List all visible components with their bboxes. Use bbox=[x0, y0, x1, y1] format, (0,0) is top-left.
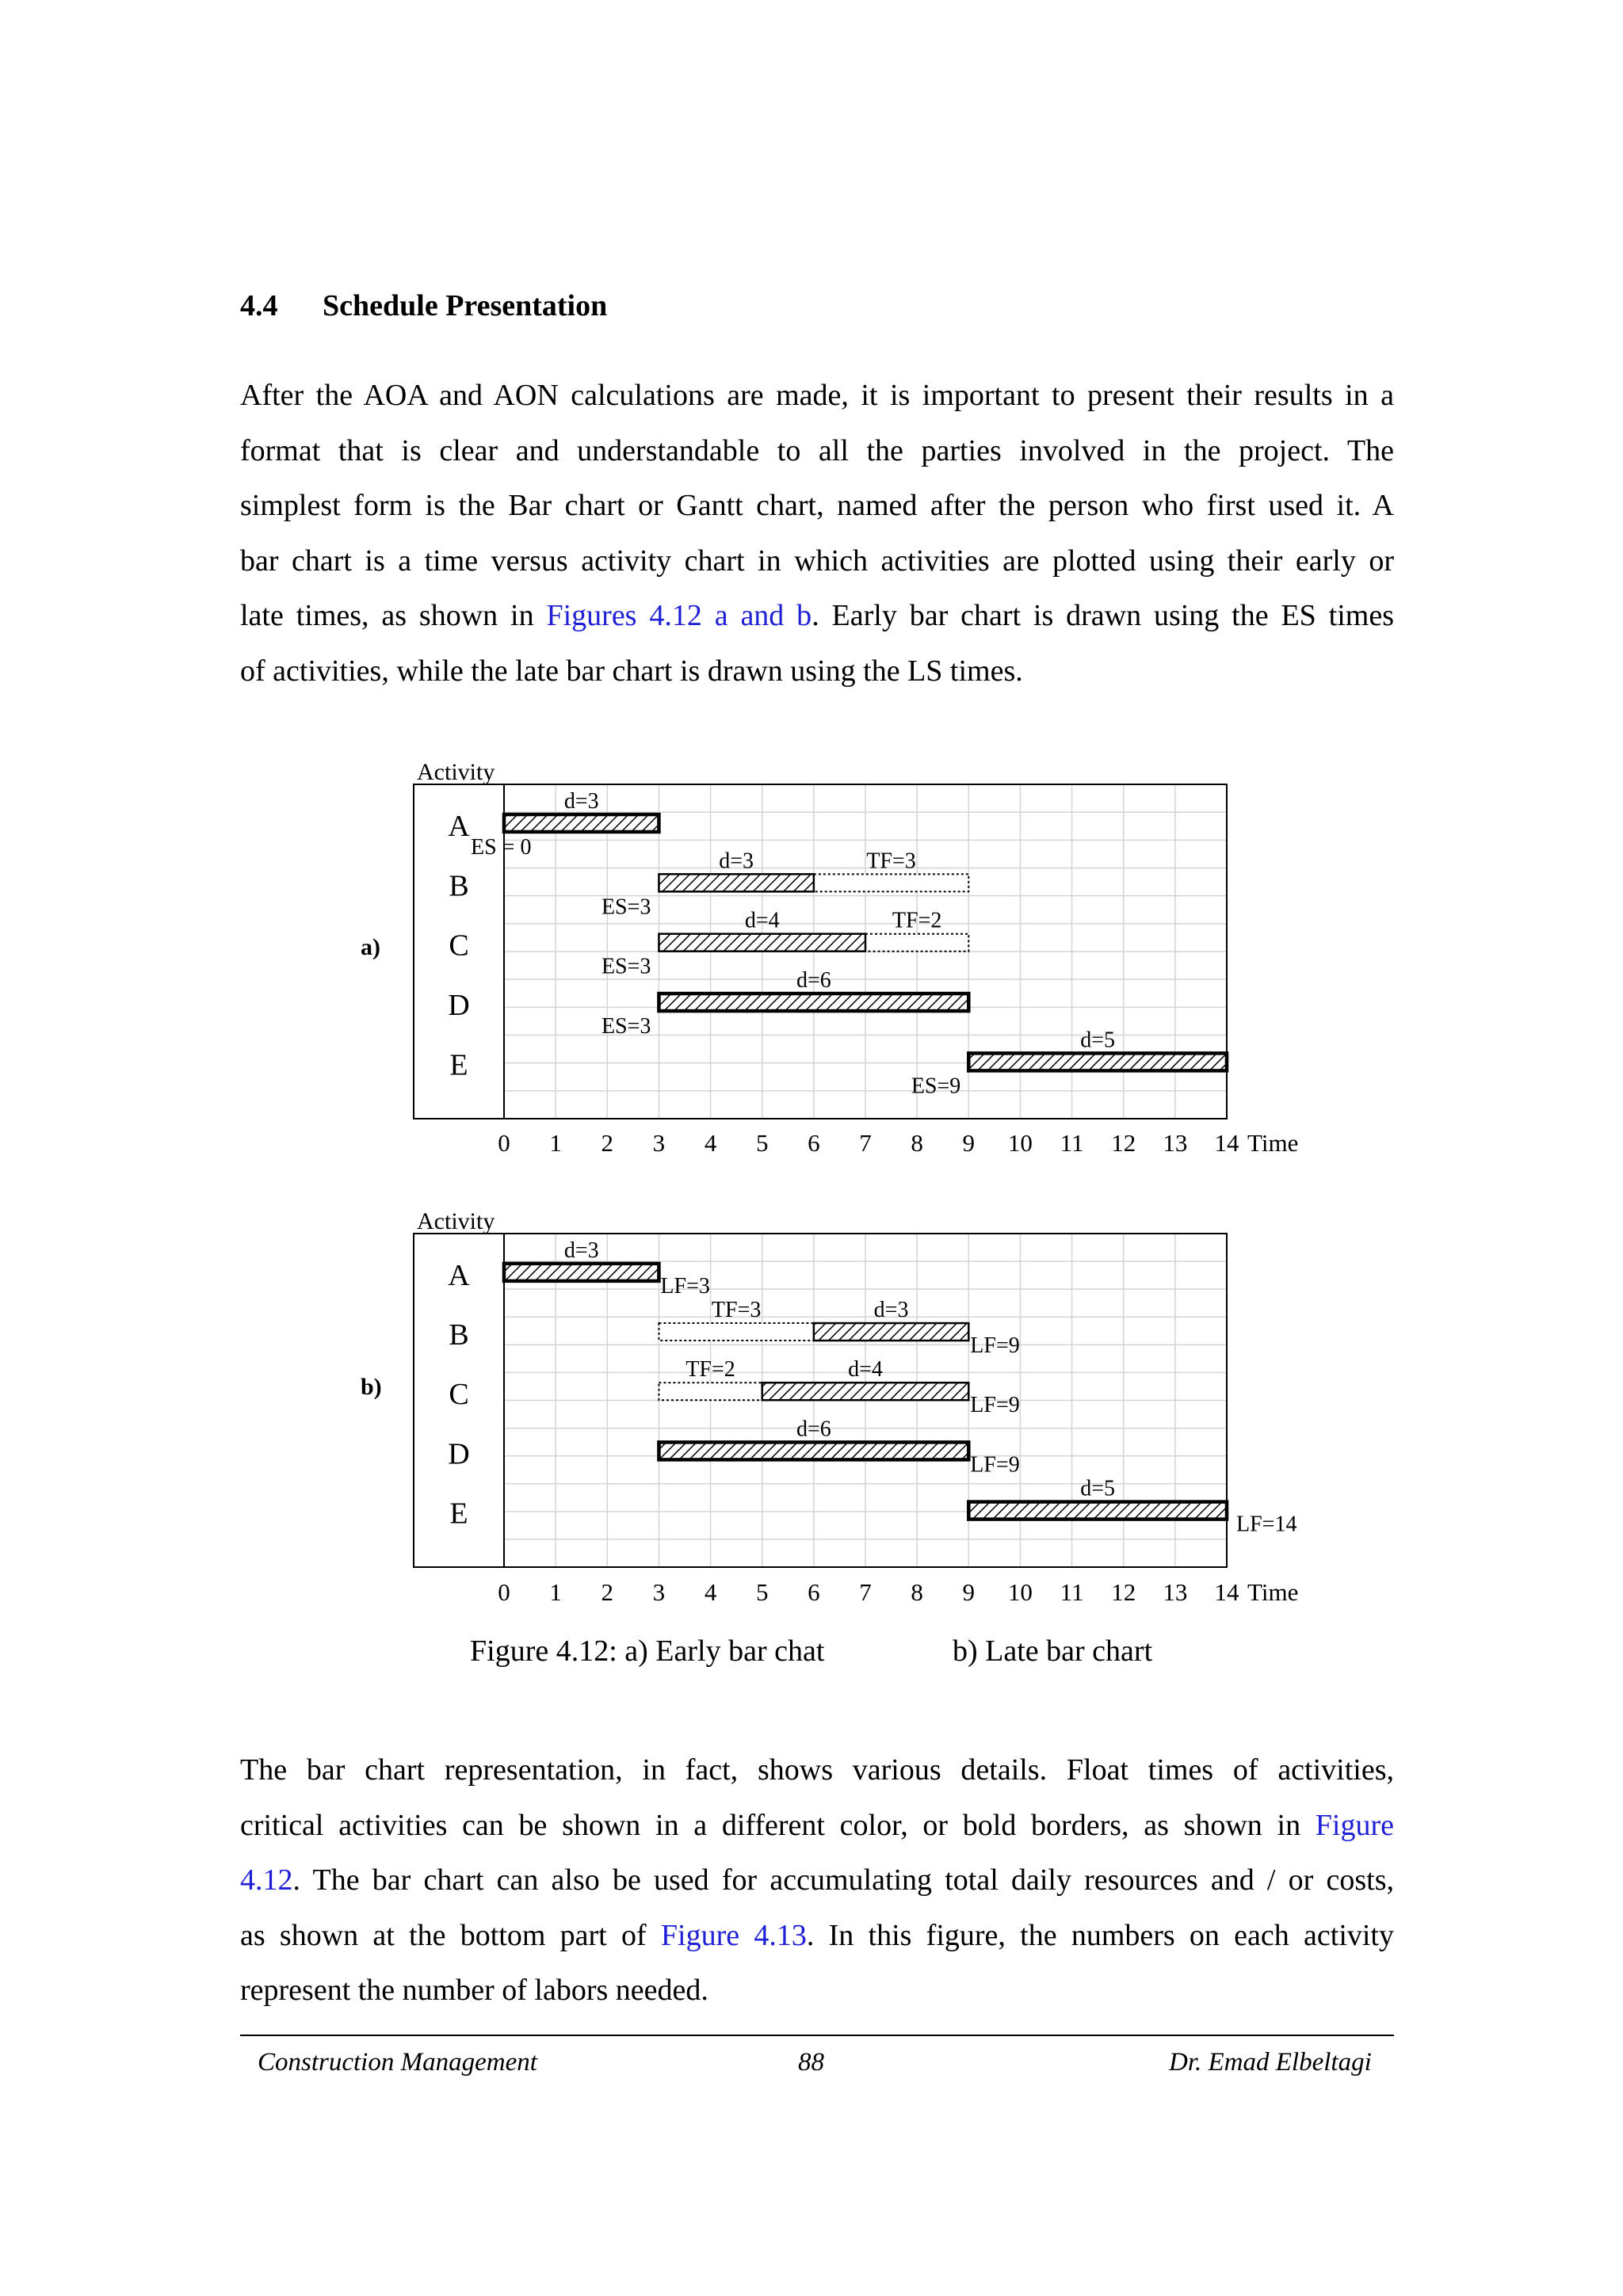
duration-label: d=3 bbox=[719, 849, 754, 874]
float-label: TF=3 bbox=[711, 1298, 762, 1323]
x-tick-label: 4 bbox=[704, 1578, 717, 1606]
x-tick-label: 9 bbox=[962, 1129, 976, 1157]
activity-bar bbox=[504, 814, 659, 832]
activity-label: C bbox=[449, 1378, 469, 1412]
x-tick-label: 13 bbox=[1163, 1129, 1188, 1157]
activity-label: C bbox=[449, 929, 469, 963]
text-run: late times, as shown in bbox=[240, 599, 547, 632]
figure-caption-a: Figure 4.12: a) Early bar chat bbox=[470, 1634, 825, 1668]
activity-label: E bbox=[449, 1497, 468, 1531]
x-tick-label: 12 bbox=[1111, 1578, 1136, 1606]
x-tick-label: 2 bbox=[601, 1578, 614, 1606]
activity-bar bbox=[659, 994, 968, 1011]
duration-label: d=5 bbox=[1080, 1476, 1116, 1501]
panel-label: b) bbox=[361, 1374, 382, 1400]
duration-label: d=6 bbox=[796, 1417, 831, 1442]
activity-bar bbox=[968, 1053, 1227, 1070]
float-label: TF=3 bbox=[866, 849, 916, 874]
para1-line: After the AOA and AON calculations are made, it is important to present their results in a bbox=[240, 379, 1394, 412]
activity-label: A bbox=[448, 1258, 470, 1292]
duration-label: d=5 bbox=[1080, 1028, 1116, 1053]
text-run: . Early bar chart is drawn using the ES times bbox=[812, 599, 1395, 632]
footer-author: Dr. Emad Elbeltagi bbox=[1169, 2048, 1372, 2077]
para1-line: format that is clear and understandable to all the parties involved in the project. The bbox=[240, 433, 1394, 467]
x-tick-label: 6 bbox=[808, 1129, 820, 1157]
activity-label: A bbox=[448, 809, 470, 843]
x-tick-label: 4 bbox=[704, 1129, 717, 1157]
para2-line: represent the number of labors needed. bbox=[240, 1974, 708, 2007]
activity-label: B bbox=[449, 869, 469, 903]
late-finish-label: LF=9 bbox=[970, 1452, 1020, 1478]
duration-label: d=3 bbox=[563, 1238, 599, 1263]
para1-line: simplest form is the Bar chart or Gantt chart, named after the person who first used it. A bbox=[240, 489, 1394, 522]
x-tick-label: 12 bbox=[1111, 1129, 1136, 1157]
x-tick-label: 11 bbox=[1060, 1129, 1084, 1157]
late-finish-label: LF=9 bbox=[970, 1333, 1020, 1359]
duration-label: d=4 bbox=[848, 1357, 883, 1383]
x-tick-label: 0 bbox=[498, 1129, 510, 1157]
duration-label: d=3 bbox=[563, 788, 599, 814]
x-tick-label: 1 bbox=[549, 1129, 562, 1157]
y-axis-label: Activity bbox=[417, 1208, 495, 1234]
x-tick-label: 14 bbox=[1214, 1129, 1239, 1157]
activity-bar bbox=[659, 934, 865, 952]
early-start-label: ES=3 bbox=[601, 954, 651, 979]
text-run: . In this figure, the numbers on each activity bbox=[806, 1918, 1394, 1952]
panel-label: a) bbox=[361, 934, 380, 960]
figure-caption-b: b) Late bar chart bbox=[953, 1634, 1153, 1668]
activity-bar bbox=[762, 1383, 969, 1400]
x-tick-label: 5 bbox=[755, 1129, 769, 1157]
activity-bar bbox=[504, 1264, 659, 1281]
early-start-label: ES=3 bbox=[601, 894, 651, 920]
activity-label: E bbox=[449, 1048, 468, 1082]
para2-line bbox=[240, 1909, 1394, 1964]
figure-link[interactable]: Figures 4.12 a and b bbox=[546, 599, 812, 632]
float-box bbox=[814, 874, 968, 891]
x-tick-label: 0 bbox=[498, 1578, 510, 1606]
float-box bbox=[865, 934, 968, 952]
text-run: critical activities can be shown in a different color, or bold borders, as shown in bbox=[240, 1808, 1316, 1842]
x-tick-label: 13 bbox=[1163, 1578, 1188, 1606]
x-tick-label: 8 bbox=[911, 1578, 923, 1606]
para1-line: bar chart is a time versus activity chart in which activities are plotted using their early or bbox=[240, 543, 1394, 578]
x-tick-label: 3 bbox=[652, 1578, 666, 1606]
x-tick-label: 10 bbox=[1007, 1129, 1033, 1157]
float-label: TF=2 bbox=[892, 908, 942, 933]
x-tick-label: 10 bbox=[1007, 1578, 1033, 1606]
duration-label: d=6 bbox=[796, 968, 831, 994]
activity-bar bbox=[659, 1442, 968, 1459]
text-run: as shown at the bottom part of bbox=[240, 1918, 661, 1952]
para2-line bbox=[240, 1798, 1394, 1854]
late-finish-label: LF=14 bbox=[1236, 1512, 1297, 1537]
activity-label: D bbox=[448, 989, 470, 1023]
late-finish-label: LF=9 bbox=[970, 1393, 1020, 1418]
body-paragraph bbox=[240, 1743, 1394, 2019]
x-tick-label: 2 bbox=[601, 1129, 614, 1157]
x-tick-label: 6 bbox=[808, 1578, 820, 1606]
late-bar-chart bbox=[361, 1208, 1298, 1606]
activity-label: B bbox=[449, 1318, 469, 1352]
x-tick-label: 7 bbox=[859, 1129, 872, 1157]
x-tick-label: 5 bbox=[755, 1578, 769, 1606]
para2-line bbox=[240, 1853, 1394, 1909]
early-start-label: ES = 0 bbox=[471, 834, 532, 860]
x-tick-label: 14 bbox=[1214, 1578, 1239, 1606]
early-start-label: ES=9 bbox=[911, 1074, 961, 1099]
section-title: Schedule Presentation bbox=[323, 289, 608, 322]
para2-line: The bar chart representation, in fact, shows various details. Float times of activities, bbox=[240, 1753, 1394, 1787]
figure-link[interactable]: Figure bbox=[1315, 1808, 1394, 1842]
late-finish-label: LF=3 bbox=[660, 1273, 710, 1299]
x-tick-label: 11 bbox=[1060, 1578, 1084, 1606]
activity-bar bbox=[968, 1502, 1227, 1520]
para1-line: of activities, while the late bar chart is drawn using the LS times. bbox=[240, 654, 1023, 688]
x-tick-label: 8 bbox=[911, 1129, 923, 1157]
duration-label: d=3 bbox=[873, 1298, 909, 1323]
x-tick-label: 9 bbox=[962, 1578, 976, 1606]
activity-bar bbox=[659, 874, 813, 891]
footer-book-title: Construction Management bbox=[258, 2048, 537, 2077]
x-axis-label: Time bbox=[1247, 1578, 1299, 1606]
x-tick-label: 3 bbox=[652, 1129, 666, 1157]
activity-label: D bbox=[448, 1437, 470, 1471]
x-tick-label: 1 bbox=[549, 1578, 562, 1606]
float-box bbox=[659, 1323, 813, 1341]
figure-link[interactable]: Figure 4.13 bbox=[660, 1918, 807, 1952]
early-bar-chart bbox=[361, 759, 1298, 1157]
footer-rule bbox=[240, 2035, 1394, 2036]
text-run: . The bar chart can also be used for accumulating total daily resources and / or costs, bbox=[292, 1863, 1394, 1897]
footer-page-number: 88 bbox=[798, 2048, 824, 2077]
activity-bar bbox=[814, 1323, 968, 1341]
float-box bbox=[659, 1383, 762, 1400]
y-axis-label: Activity bbox=[417, 759, 495, 785]
float-label: TF=2 bbox=[685, 1357, 735, 1383]
figure-link[interactable]: 4.12 bbox=[240, 1863, 293, 1897]
x-tick-label: 7 bbox=[859, 1578, 872, 1606]
duration-label: d=4 bbox=[744, 908, 780, 933]
early-start-label: ES=3 bbox=[601, 1014, 651, 1039]
x-axis-label: Time bbox=[1247, 1129, 1299, 1157]
section-number: 4.4 bbox=[240, 289, 278, 322]
